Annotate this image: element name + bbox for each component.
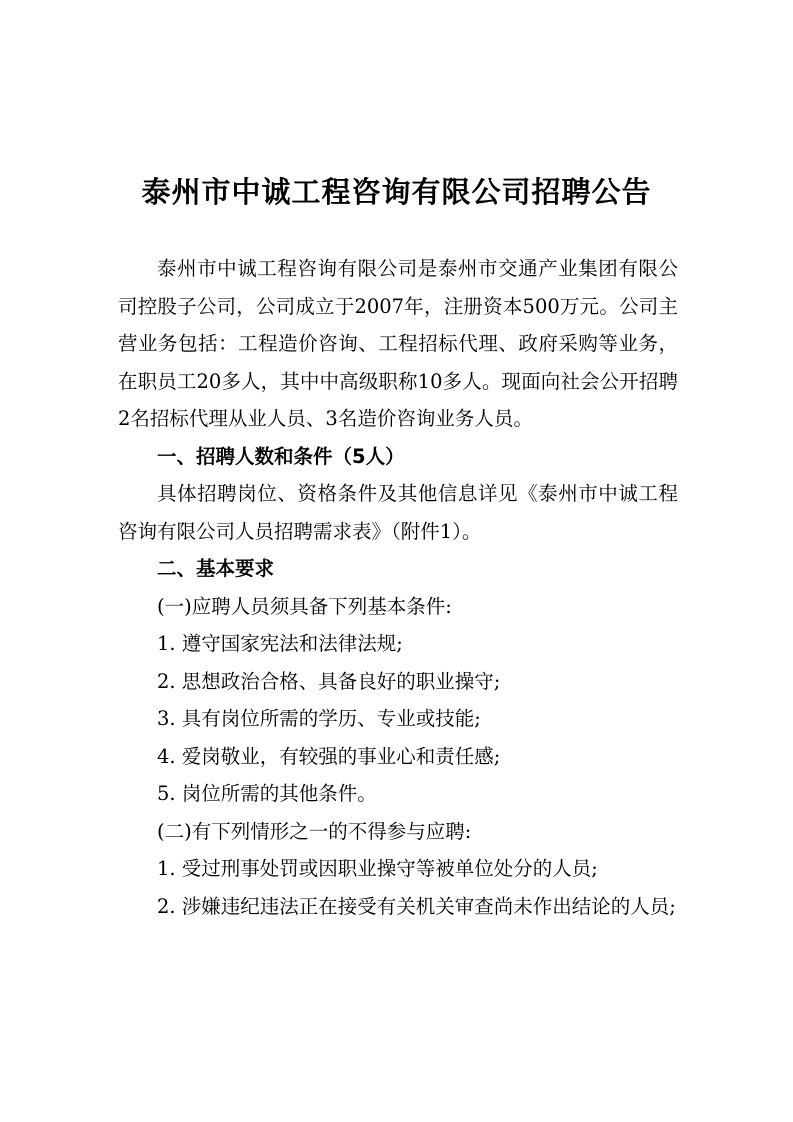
list-item: 2. 涉嫌违纪违法正在接受有关机关审查尚未作出结论的人员;	[157, 894, 676, 918]
list-item: 1. 受过刑事处罚或因职业操守等被单位处分的人员;	[157, 857, 598, 880]
section2-sub1-heading: (一)应聘人员须具备下列基本条件:	[157, 594, 452, 618]
document-body	[118, 250, 678, 925]
document-title: 泰州市中诚工程咨询有限公司招聘公告	[141, 175, 652, 209]
section2-sub2-heading: (二)有下列情形之一的不得参与应聘:	[157, 819, 472, 843]
section1-text: 具体招聘岗位、资格条件及其他信息详见《泰州市中诚工程咨询有限公司人员招聘需求表》（附件1）。	[118, 482, 678, 543]
intro-paragraph: 泰州市中诚工程咨询有限公司是泰州市交通产业集团有限公司控股子公司，公司成立于2007年，注册资本500万元。公司主营业务包括：工程造价咨询、工程招标代理、政府采购等业务，在职员工20多人，其中中高级职称10多人。现面向社会公开招聘2名招标代理从业人员、3名造价咨询业务人员。	[118, 257, 678, 430]
list-item: 4. 爱岗敬业，有较强的事业心和责任感;	[157, 744, 501, 768]
list-item: 5. 岗位所需的其他条件。	[157, 782, 377, 805]
section2-heading: 二、基本要求	[157, 557, 275, 580]
section1-heading: 一、招聘人数和条件（5人）	[157, 444, 405, 468]
list-item: 1. 遵守国家宪法和法律法规;	[157, 632, 403, 655]
list-item: 3. 具有岗位所需的学历、专业或技能;	[157, 707, 481, 730]
list-item: 2. 思想政治合格、具备良好的职业操守;	[157, 669, 501, 693]
